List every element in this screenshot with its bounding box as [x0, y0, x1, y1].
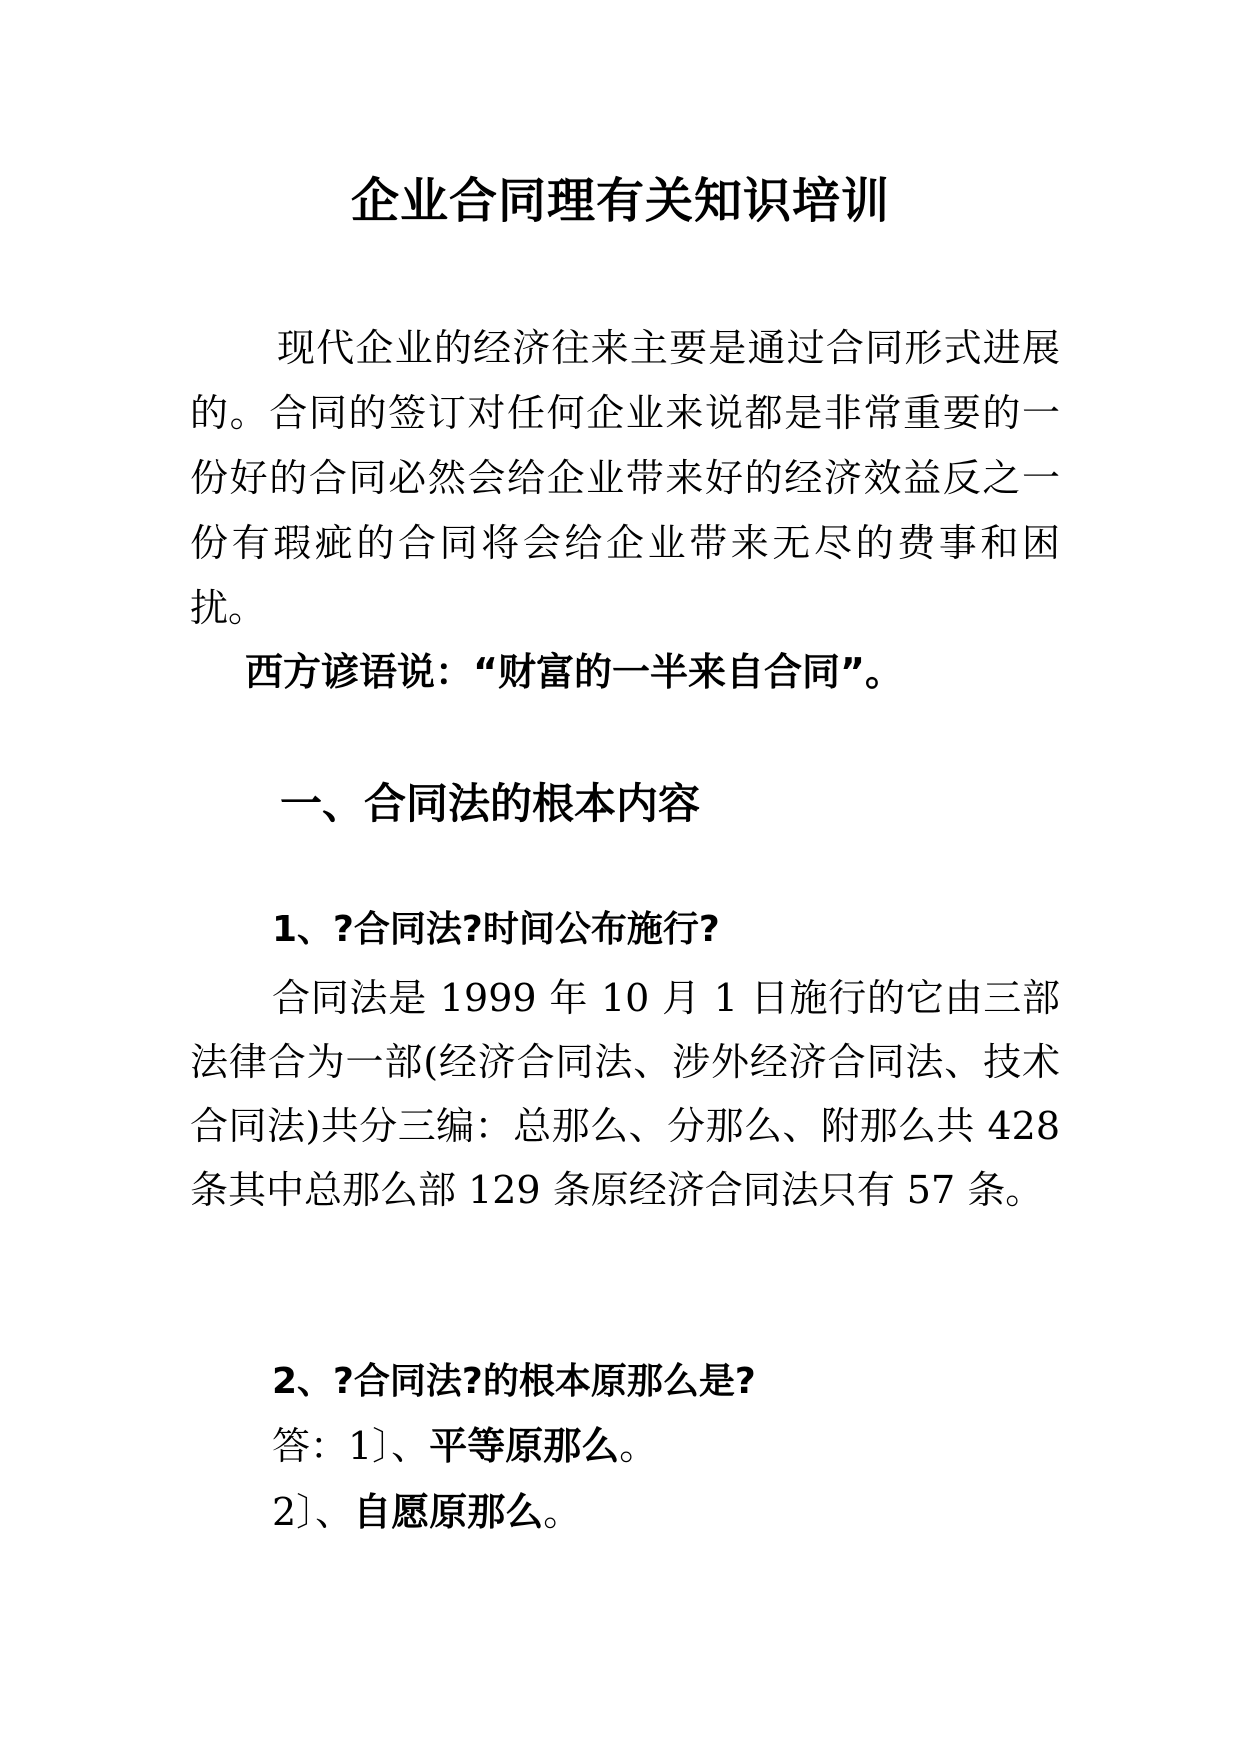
question-1-heading: 1、?合同法?时间公布施行? [272, 909, 720, 950]
question-2-heading: 2、?合同法?的根本原那么是? [272, 1361, 756, 1402]
answer-2-line-2-prefix: 2〕、 [272, 1490, 354, 1534]
proverb-line: 西方谚语说：“财富的一半来自合同”。 [245, 650, 903, 694]
answer-2-line-2-end: 。 [543, 1490, 582, 1534]
answer-2-line-1-text: 平等原那么 [429, 1424, 620, 1468]
answer-2-line-1-end: 。 [619, 1424, 658, 1468]
answer-2-line-2-text: 自愿原那么 [353, 1490, 544, 1534]
answer-2-line-2 [272, 1480, 581, 1544]
answer-2-line-1 [272, 1414, 657, 1478]
document-title: 企业合同理有关知识培训 [350, 173, 890, 229]
intro-paragraph: 现代企业的经济往来主要是通过合同形式进展的。合同的签订对任何企业来说都是非常重要的一份好的合同必然会给企业带来好的经济效益反之一份有瑕疵的合同将会给企业带来无尽的费事和困扰。 [190, 326, 1060, 630]
section-1-heading: 一、合同法的根本内容 [280, 779, 701, 828]
answer-2-line-1-prefix: 答：1〕、 [272, 1424, 430, 1468]
question-1-answer: 合同法是 1999 年 10 月 1 日施行的它由三部法律合为一部(经济合同法、涉外经济合同法、技术合同法)共分三编：总那么、分那么、附那么共 428 条其中总那么部 129 条原经济合同法只有 57 条。 [190, 976, 1060, 1212]
